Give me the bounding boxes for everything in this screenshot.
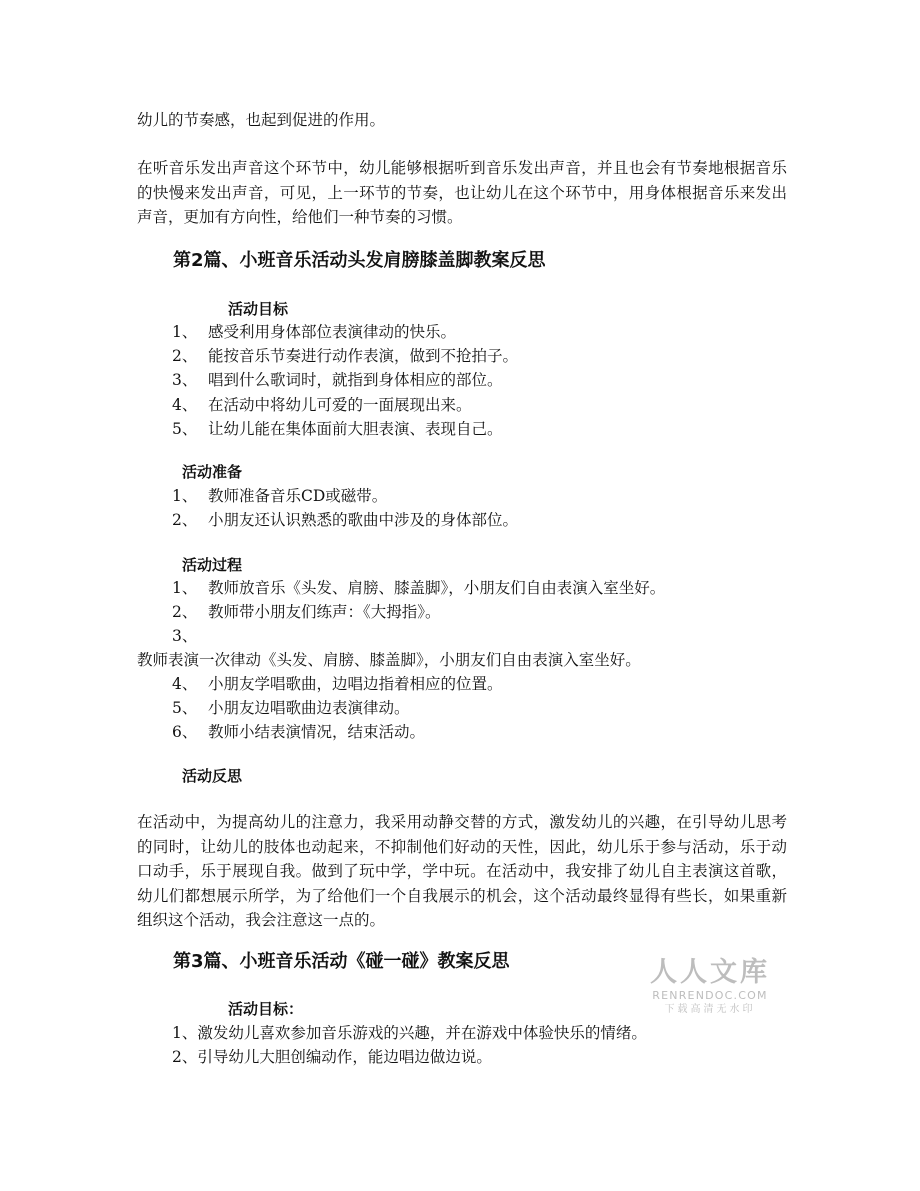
article-3-goals-heading: 活动目标： — [228, 1000, 304, 1018]
process-item — [172, 602, 441, 622]
article-2-title: 第2篇、小班音乐活动头发肩膀膝盖脚教案反思 — [173, 250, 546, 271]
process-item-number: 5、 — [172, 699, 198, 717]
article-3-goal-1: 1、激发幼儿喜欢参加音乐游戏的兴趣，并在游戏中体验快乐的情绪。 — [172, 1024, 647, 1042]
prep-heading: 活动准备 — [182, 463, 243, 481]
prep-item — [172, 486, 387, 506]
process-item — [172, 674, 503, 694]
process-item-number: 4、 — [172, 675, 198, 693]
process-heading: 活动过程 — [182, 556, 243, 574]
process-item-text: 教师表演一次律动《头发、肩膀、膝盖脚》，小朋友们自由表演入室坐好。 — [137, 651, 641, 669]
watermark-logo — [640, 957, 780, 1017]
goal-item-number: 5、 — [172, 419, 198, 438]
goals-heading: 活动目标 — [228, 300, 289, 318]
article-3-title: 第3篇、小班音乐活动《碰一碰》教案反思 — [173, 951, 510, 972]
goal-item-number: 3、 — [172, 371, 198, 390]
intro-paragraph: 在听音乐发出声音这个环节中，幼儿能够根据听到音乐发出声音，并且也会有节奏地根据音乐的快慢来发出声音，可见，上一环节的节奏，也让幼儿在这个环节中，用身体根据音乐来发出声音，更加有方向性，给他们一种节奏的习惯。 — [137, 159, 787, 226]
process-item-text: 小朋友学唱歌曲，边唱边指着相应的位置。 — [208, 675, 503, 693]
process-item — [172, 578, 665, 598]
goal-item — [172, 346, 518, 366]
process-item-text: 小朋友边唱歌曲边表演律动。 — [208, 699, 410, 717]
goal-item-text: 感受利用身体部位表演律动的快乐。 — [208, 323, 457, 341]
goal-item-text: 在活动中将幼儿可爱的一面展现出来。 — [208, 395, 472, 414]
goal-item-number: 1、 — [172, 323, 198, 341]
process-item-number: 2、 — [172, 603, 198, 621]
prep-item-text: 教师准备音乐CD或磁带。 — [208, 487, 388, 505]
process-item-number: 1、 — [172, 579, 198, 597]
process-item — [172, 722, 425, 742]
goal-item-number: 2、 — [172, 347, 198, 366]
goal-item — [172, 322, 456, 342]
prep-item-number: 1、 — [172, 487, 198, 505]
watermark-domain: RENRENDOC.COM — [652, 989, 768, 1002]
reflection-paragraph: 在活动中，为提高幼儿的注意力，我采用动静交替的方式，激发幼儿的兴趣，在引导幼儿思考的同时，让幼儿的肢体也动起来，不抑制他们好动的天性，因此，幼儿乐于参与活动，乐于动口动手，乐于展现自我。做到了玩中学，学中玩。在活动中，我安排了幼儿自主表演这首歌，幼儿们都想展示所学，为了给他们一个自我展示的机会，这个活动最终显得有些长，如果重新组织这个活动，我会注意这一点的。 — [137, 813, 787, 929]
goal-item-number: 4、 — [172, 395, 198, 414]
goal-item — [172, 419, 503, 439]
goal-item-text: 让幼儿能在集体面前大胆表演、表现自己。 — [208, 419, 503, 438]
process-item — [172, 698, 410, 718]
goal-item — [172, 370, 503, 390]
process-item-text: 教师小结表演情况，结束活动。 — [208, 723, 426, 741]
process-item-text: 教师带小朋友们练声：《大拇指》。 — [208, 603, 441, 621]
goal-item-text: 能按音乐节奏进行动作表演，做到不抢拍子。 — [208, 347, 519, 366]
goal-item-text: 唱到什么歌词时，就指到身体相应的部位。 — [208, 371, 503, 390]
prep-item — [172, 510, 518, 530]
reflection-heading: 活动反思 — [182, 767, 243, 785]
watermark-slogan: 下载高清无水印 — [664, 1004, 756, 1015]
process-item-number: 6、 — [172, 723, 198, 741]
intro-line: 幼儿的节奏感，也起到促进的作用。 — [137, 111, 386, 129]
process-item-number: 3、 — [172, 627, 198, 645]
watermark-brand: 人人文库 — [650, 957, 770, 988]
goal-item — [172, 395, 472, 415]
prep-item-number: 2、 — [172, 511, 198, 529]
process-item-text: 教师放音乐《头发、肩膀、膝盖脚》，小朋友们自由表演入室坐好。 — [208, 579, 666, 597]
article-3-goal-2: 2、引导幼儿大胆创编动作，能边唱边做边说。 — [172, 1048, 492, 1066]
prep-item-text: 小朋友还认识熟悉的歌曲中涉及的身体部位。 — [208, 511, 519, 529]
